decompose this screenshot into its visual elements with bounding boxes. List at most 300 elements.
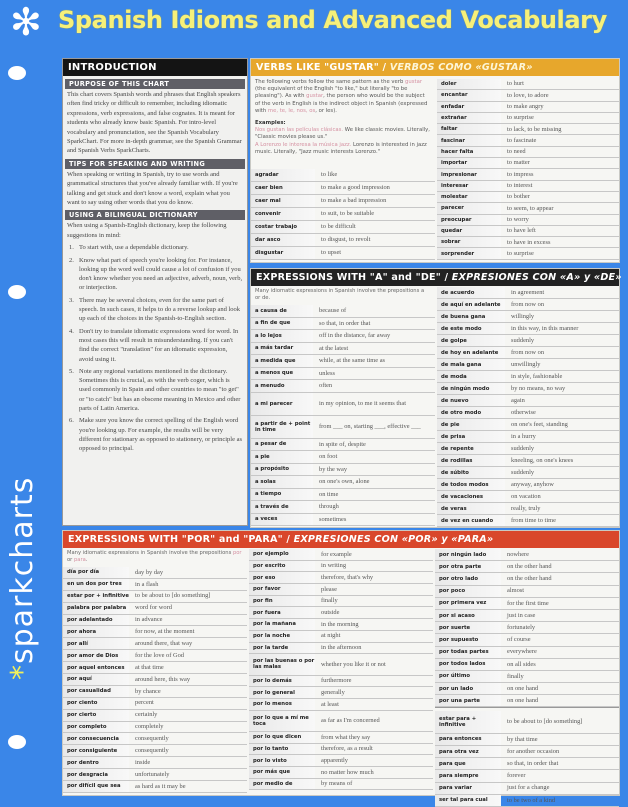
spanish-term: por todos lados	[435, 659, 501, 670]
english-meaning: to make a good impression	[321, 184, 390, 192]
english-meaning: to be difficult	[321, 223, 356, 231]
list-item: 2. Know what part of speech you're looking for. For instance, looking up the word well could cause a lot of confusion if you don't know whether you need an adjective, adverb, noun, verb, or interjection.	[69, 256, 243, 292]
table-row	[437, 287, 619, 299]
english-meaning: on vacation	[511, 492, 541, 500]
english-meaning: on time	[319, 490, 339, 498]
table-row	[435, 622, 619, 634]
table-row	[437, 203, 619, 214]
spanish-term: de moda	[437, 371, 505, 382]
english-meaning: consequently	[135, 735, 169, 743]
table-row	[435, 573, 619, 585]
table-row	[435, 746, 619, 758]
spanish-term: a pie	[251, 451, 313, 463]
english-meaning: forever	[507, 772, 526, 780]
english-meaning: to suit, to be suitable	[321, 210, 375, 218]
table-row	[437, 395, 619, 407]
english-meaning: to like	[321, 171, 338, 179]
english-meaning: therefore, that's why	[321, 573, 374, 581]
english-meaning: anyway, anyhow	[511, 480, 554, 488]
table-row	[249, 584, 433, 596]
page-title: Spanish Idioms and Advanced Vocabulary	[58, 6, 607, 34]
english-meaning: to upset	[321, 249, 342, 257]
section-heading: INTRODUCTION	[63, 59, 247, 76]
english-meaning: again	[511, 396, 525, 404]
list-item: 1. To start with, use a dependable dictionary.	[69, 244, 189, 252]
spanish-term: de ningún modo	[437, 383, 505, 394]
spanish-term: por una parte	[435, 695, 501, 706]
table-row	[435, 783, 619, 795]
table-row	[249, 643, 433, 655]
english-meaning: unless	[319, 369, 335, 377]
table-row	[249, 619, 433, 631]
spanish-term: a tiempo	[251, 489, 313, 501]
spanish-term: de mala gana	[437, 359, 505, 370]
tips-text: When speaking or writing in Spanish, try to use words and grammatical structures that you've already familiar with. If you're talking and get stuck and don't know a word, explain what you want to say using other words that you do know.	[67, 170, 238, 207]
spanish-term: por la noche	[249, 631, 315, 642]
english-meaning: from time to time	[511, 516, 556, 524]
spanish-term: de nuevo	[437, 395, 505, 406]
spanish-term: encantar	[437, 90, 501, 100]
english-meaning: just for a change	[507, 784, 550, 792]
table-row	[63, 650, 247, 662]
spanish-term: por lo general	[249, 687, 315, 698]
english-meaning: finally	[507, 672, 524, 680]
table-row	[251, 451, 435, 464]
spanish-term: interesar	[437, 181, 501, 191]
table-row	[435, 561, 619, 573]
expressions-a-de-section	[250, 268, 620, 528]
table-row	[251, 221, 435, 234]
spanish-term: de otro modo	[437, 407, 505, 418]
english-meaning: for now, at the moment	[135, 628, 195, 636]
table-row	[435, 634, 619, 646]
spanish-term: de acuerdo	[437, 287, 505, 298]
english-meaning: as hard as it may be	[135, 782, 186, 790]
table-row	[249, 676, 433, 688]
table-row	[437, 347, 619, 359]
table-row	[63, 662, 247, 674]
english-meaning: in style, fashionable	[511, 372, 563, 380]
english-meaning: nowhere	[507, 550, 530, 558]
list-item: 4. Don't try to translate idiomatic expressions word for word. In most cases this will result in misunderstanding. If you can't find the correct "translation" for an idiomatic expression, avoid using it.	[69, 327, 239, 363]
table-row	[63, 781, 247, 793]
spanish-term: por consecuencia	[63, 733, 129, 744]
table-row	[437, 248, 619, 259]
spanish-term: por allí	[63, 638, 129, 649]
spanish-term: de rodillas	[437, 455, 505, 466]
english-meaning: on the other hand	[507, 575, 552, 583]
table-row	[437, 226, 619, 237]
spanish-term: por cierto	[63, 710, 129, 721]
english-meaning: to surprise	[507, 249, 534, 257]
spanish-term: por consiguiente	[63, 745, 129, 756]
english-meaning: in a hurry	[511, 432, 536, 440]
table-row	[437, 491, 619, 503]
spanish-term: por si acaso	[435, 610, 501, 621]
spanish-term: por casualidad	[63, 686, 129, 697]
table-row	[435, 586, 619, 598]
spanish-term: de prisa	[437, 431, 505, 442]
table-row	[435, 647, 619, 659]
table-row	[435, 795, 619, 807]
spanish-term: por lo menos	[249, 699, 315, 710]
english-meaning: at that time	[135, 663, 164, 671]
subheading-tips: TIPS FOR SPEAKING AND WRITING	[65, 159, 245, 169]
english-meaning: in writing	[321, 562, 347, 570]
binder-hole	[8, 66, 26, 80]
table-row	[251, 234, 435, 247]
spanish-term: por suerte	[435, 622, 501, 633]
spanish-term: molestar	[437, 192, 501, 202]
spanish-term: a menos que	[251, 368, 313, 380]
english-meaning: for the first time	[507, 599, 549, 607]
vocab-table-right	[437, 79, 619, 260]
english-meaning: to surprise	[507, 114, 534, 122]
english-meaning: certainly	[135, 711, 158, 719]
spanish-term: de repente	[437, 443, 505, 454]
vocab-table-left	[251, 305, 435, 526]
english-meaning: to interest	[507, 182, 533, 190]
spanish-term: por escrito	[249, 561, 315, 572]
spanish-term: de vez en cuando	[437, 515, 505, 526]
table-row	[63, 686, 247, 698]
table-row	[251, 476, 435, 489]
spanish-term: a lo lejos	[251, 330, 313, 342]
english-meaning: no matter how much	[321, 768, 374, 776]
spanish-term: por lo que dicen	[249, 732, 315, 743]
table-row	[437, 311, 619, 323]
table-row	[251, 169, 435, 182]
english-meaning: so that, in order that	[507, 760, 559, 768]
english-meaning: day by day	[135, 568, 164, 576]
table-row	[63, 638, 247, 650]
table-row	[249, 687, 433, 699]
table-row	[251, 439, 435, 452]
table-row	[437, 169, 619, 180]
spanish-term: costar trabajo	[251, 221, 315, 233]
table-row	[249, 779, 433, 791]
english-meaning: unfortunately	[135, 770, 170, 778]
english-meaning: while, at the same time as	[319, 357, 386, 364]
english-meaning: at night	[321, 632, 341, 640]
english-meaning: suddenly	[511, 336, 535, 344]
table-row	[437, 503, 619, 515]
english-meaning: around there, that way	[135, 640, 193, 648]
verbs-like-gustar-section	[250, 58, 620, 263]
table-row	[437, 455, 619, 467]
table-row	[63, 615, 247, 627]
spanish-term: agradar	[251, 169, 315, 181]
english-meaning: for example	[321, 550, 352, 558]
spanish-term: por ningún lado	[435, 549, 501, 560]
english-meaning: of course	[507, 636, 531, 644]
spanish-term: sobrar	[437, 237, 501, 247]
table-row	[437, 147, 619, 158]
purpose-text: This chart covers Spanish words and phrases that English speakers often find tricky or difficult to remember, including idiomatic expressions, verb expressions, and false cognates. It is meant for students who already know basic Spanish. For intro-level vocabulary and pronunciation, see the Spanish Vocabulary SparkChart. For more in-depth grammar, see the Spanish Grammar and Spanish Verbs SparkCharts.	[67, 91, 242, 155]
table-row	[437, 90, 619, 101]
english-meaning: kneeling, on one's knees	[511, 456, 574, 464]
binding-spine	[0, 0, 60, 800]
english-meaning: on one hand	[507, 684, 539, 692]
spanish-term: a partir de + point in time	[251, 416, 313, 438]
table-row	[435, 711, 619, 733]
english-meaning: around here, this way	[135, 675, 191, 683]
table-row	[435, 695, 619, 707]
spanish-term: por todas partes	[435, 647, 501, 658]
spanish-term: a solas	[251, 476, 313, 488]
table-row	[63, 626, 247, 638]
english-meaning: to lack, to be missing	[507, 125, 562, 133]
table-row	[251, 305, 435, 318]
spanish-term: quedar	[437, 226, 501, 236]
table-row	[437, 371, 619, 383]
table-row	[63, 757, 247, 769]
english-meaning: from what they say	[321, 733, 371, 741]
english-meaning: to impress	[507, 170, 534, 178]
spanish-term: de todos modos	[437, 479, 505, 490]
spanish-term: sorprender	[437, 248, 501, 258]
english-meaning: finally	[321, 597, 338, 605]
spanish-term: de veras	[437, 503, 505, 514]
table-row	[251, 393, 435, 416]
table-row	[63, 769, 247, 781]
english-meaning: to have left	[507, 227, 536, 235]
spanish-term: por completo	[63, 722, 129, 733]
english-meaning: for the love of God	[135, 651, 184, 659]
english-meaning: to disgust, to revolt	[321, 236, 371, 244]
spanish-term: por ejemplo	[249, 549, 315, 560]
table-row	[437, 124, 619, 135]
table-row	[249, 631, 433, 643]
spanish-term: por lo demás	[249, 676, 315, 687]
spanish-term: por primera vez	[435, 598, 501, 609]
spanish-term: dar asco	[251, 234, 315, 246]
table-row	[63, 591, 247, 603]
english-meaning: on one's own, alone	[319, 478, 370, 485]
spanish-term: por dentro	[63, 757, 129, 768]
table-row	[437, 102, 619, 113]
english-meaning: to have in excess	[507, 238, 551, 246]
english-meaning: therefore, as a result	[321, 745, 373, 753]
table-row	[251, 416, 435, 439]
spanish-term: para variar	[435, 783, 501, 794]
table-row	[437, 215, 619, 226]
table-row	[63, 603, 247, 615]
binder-hole	[8, 285, 26, 299]
english-meaning: please	[321, 585, 337, 593]
english-meaning: percent	[135, 699, 154, 707]
table-row	[435, 549, 619, 561]
spanish-term: de hoy en adelante	[437, 347, 505, 358]
english-meaning: through	[319, 503, 339, 510]
spanish-term: a propósito	[251, 464, 313, 476]
table-row	[437, 443, 619, 455]
english-meaning: to be about to [do something]	[507, 718, 583, 726]
table-row	[437, 359, 619, 371]
spanish-term: por desgracia	[63, 769, 129, 780]
table-row	[435, 683, 619, 695]
table-row	[437, 479, 619, 491]
english-meaning: completely	[135, 723, 164, 731]
table-row	[437, 192, 619, 203]
dictionary-tips-list	[63, 243, 247, 453]
english-meaning: consequently	[135, 747, 169, 755]
spanish-term: por lo que a mí me toca	[249, 711, 315, 731]
table-row	[251, 464, 435, 477]
list-item: 3. There may be several choices, even for the same part of speech. In such cases, it helps to do a reverse lookup and look up each of the choices in the Spanish-to-English section.	[69, 296, 241, 323]
table-row	[437, 299, 619, 311]
spanish-term: día por día	[63, 567, 129, 578]
english-meaning: by that time	[507, 735, 538, 743]
table-row	[63, 722, 247, 734]
spanish-term: por un lado	[435, 683, 501, 694]
english-meaning: on foot	[319, 453, 338, 460]
table-row	[249, 767, 433, 779]
table-row	[437, 158, 619, 169]
vocab-table-left	[251, 169, 435, 260]
english-meaning: to be about to [do something]	[135, 592, 211, 600]
english-meaning: in this way, in this manner	[511, 324, 579, 332]
english-meaning: generally	[321, 688, 345, 696]
spanish-term: por fuera	[249, 607, 315, 618]
table-row	[437, 335, 619, 347]
dictionary-intro: When using a Spanish-English dictionary, keep the following suggestions in mind:	[67, 222, 227, 239]
table-row	[251, 343, 435, 356]
english-meaning: on the other hand	[507, 563, 552, 571]
section-heading: EXPRESSIONS WITH "POR" and "PARA" / EXPRESIONES CON «POR» y «PARA»	[63, 531, 619, 548]
spanish-term: por fin	[249, 596, 315, 607]
table-row	[251, 208, 435, 221]
table-row	[249, 711, 433, 732]
spanish-term: de golpe	[437, 335, 505, 346]
table-row	[251, 501, 435, 514]
spanish-term: por adelantado	[63, 615, 129, 626]
table-row	[435, 734, 619, 746]
english-meaning: by no means, no way	[511, 384, 566, 392]
vocab-table-col3	[435, 549, 619, 807]
table-row	[251, 368, 435, 381]
brand-name: sparkcharts	[5, 476, 40, 664]
table-row	[249, 755, 433, 767]
english-meaning: to be two of a kind	[507, 796, 556, 804]
table-row	[63, 710, 247, 722]
table-row	[437, 467, 619, 479]
table-row	[437, 181, 619, 192]
english-meaning: whether you like it or not	[321, 660, 386, 668]
spanish-term: a medida que	[251, 355, 313, 367]
english-meaning: on one hand	[507, 697, 539, 705]
binder-hole	[8, 735, 26, 749]
english-meaning: unwillingly	[511, 360, 541, 368]
english-meaning: from ___ on, starting ___, effective ___	[319, 422, 421, 430]
english-meaning: outside	[321, 609, 340, 617]
spanish-term: de súbito	[437, 467, 505, 478]
english-meaning: to love, to adore	[507, 91, 549, 99]
spanish-term: por lo tanto	[249, 744, 315, 755]
spanish-term: preocupar	[437, 215, 501, 225]
spanish-term: caer mal	[251, 195, 315, 207]
spanish-term: estar por + infinitive	[63, 591, 129, 602]
english-meaning: almost	[507, 587, 525, 595]
english-meaning: to matter	[507, 159, 530, 167]
spanish-term: por favor	[249, 584, 315, 595]
spanish-term: por difícil que sea	[63, 781, 129, 792]
spanish-term: para que	[435, 758, 501, 769]
spanish-term: por ciento	[63, 698, 129, 709]
spanish-term: por lo visto	[249, 755, 315, 766]
asterisk-icon: *	[5, 664, 40, 680]
spanish-term: fascinar	[437, 135, 501, 145]
expressions-por-para-section	[62, 530, 620, 804]
english-meaning: to fascinate	[507, 136, 537, 144]
spanish-term: hacer falta	[437, 147, 501, 157]
english-meaning: off in the distance, far away	[319, 332, 391, 339]
spanish-term: de este modo	[437, 323, 505, 334]
english-meaning: fortunately	[507, 623, 536, 631]
english-meaning: to make a bad impression	[321, 197, 387, 205]
english-meaning: to need	[507, 148, 526, 156]
table-row	[251, 380, 435, 393]
table-row	[437, 431, 619, 443]
table-row	[251, 195, 435, 208]
spanish-term: convenir	[251, 208, 315, 220]
table-row	[63, 674, 247, 686]
spanish-term: por último	[435, 671, 501, 682]
table-row	[437, 237, 619, 248]
table-row	[437, 419, 619, 431]
table-row	[63, 698, 247, 710]
spanish-term: en un dos por tres	[63, 579, 129, 590]
section-heading: EXPRESSIONS WITH "A" and "DE" / EXPRESIONES CON «A» y «DE»	[251, 269, 619, 286]
english-meaning: because of	[319, 307, 347, 314]
vocab-table-right	[437, 287, 619, 527]
subheading-purpose: PURPOSE OF THIS CHART	[65, 79, 245, 89]
table-row	[63, 745, 247, 757]
english-meaning: often	[319, 382, 333, 389]
spanish-term: por supuesto	[435, 634, 501, 645]
spanish-term: para otra vez	[435, 746, 501, 757]
table-row	[435, 671, 619, 683]
spanish-term: a través de	[251, 501, 313, 513]
vocab-table-col2	[249, 549, 433, 790]
spanish-term: de buena gana	[437, 311, 505, 322]
table-row	[437, 407, 619, 419]
asterisk-icon: ✻	[10, 0, 42, 44]
english-meaning: by chance	[135, 687, 161, 695]
table-row	[249, 572, 433, 584]
page-header	[0, 0, 628, 52]
spanish-term: a pesar de	[251, 439, 313, 451]
table-row	[249, 732, 433, 744]
spanish-term: importar	[437, 158, 501, 168]
english-meaning: in my opinion, to me it seems that	[319, 399, 406, 407]
english-meaning: in spite of, despite	[319, 440, 366, 448]
english-meaning: otherwise	[511, 408, 536, 416]
table-row	[435, 659, 619, 671]
english-meaning: to worry	[507, 215, 529, 223]
spanish-term: a más tardar	[251, 343, 313, 355]
english-meaning: for another occasion	[507, 747, 560, 755]
table-row	[251, 182, 435, 195]
table-row	[251, 514, 435, 527]
table-row	[63, 733, 247, 745]
spanish-term: ser tal para cual	[435, 795, 501, 806]
section-note: Many idiomatic expressions in Spanish involve the prepositions a or de.	[255, 288, 425, 301]
spanish-term: por medio de	[249, 779, 315, 790]
english-meaning: to bother	[507, 193, 530, 201]
table-row	[435, 610, 619, 622]
spanish-term: enfadar	[437, 102, 501, 112]
